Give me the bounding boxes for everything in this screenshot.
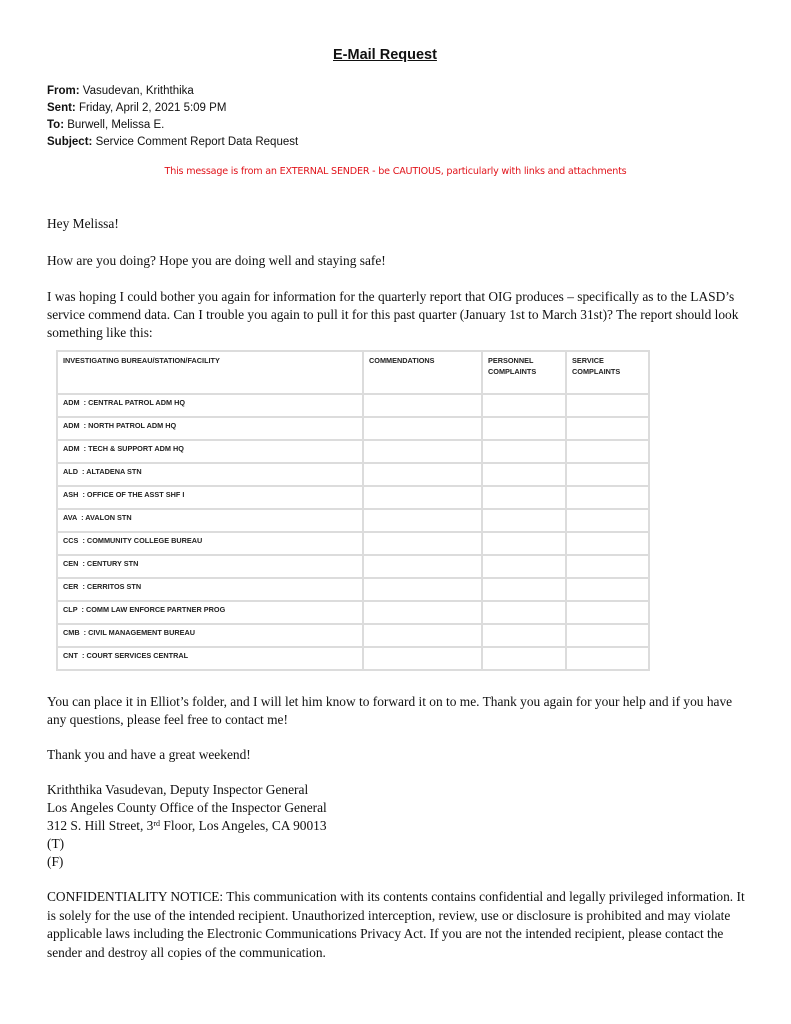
from-line (47, 83, 298, 100)
address-part-1: 312 S. Hill Street, 3 (47, 818, 154, 833)
column-header-personnel-complaints: PERSONNEL COMPLAINTS (482, 351, 566, 394)
signature-name: Kriththika Vasudevan, Deputy Inspector General (47, 782, 309, 797)
cell-commendations (363, 601, 482, 624)
cell-personnel-complaints (482, 624, 566, 647)
table-row (57, 647, 649, 670)
to-value: Burwell, Melissa E. (67, 119, 165, 131)
cell-bureau: CER : CERRITOS STN (57, 578, 363, 601)
cell-commendations (363, 486, 482, 509)
address-part-2: Floor, Los Angeles, CA 90013 (160, 818, 327, 833)
closing: Thank you and have a great weekend! (47, 747, 251, 762)
paragraph-request: I was hoping I could bother you again for information for the quarterly report that OIG produces – specifically as to the LASD’s service commend data. Can I trouble you again to pull it for this past quarter (January 1st to March 31st)? The report should look something like this: (47, 289, 739, 340)
sent-line (47, 100, 298, 117)
cell-service-complaints (566, 440, 649, 463)
column-header-service-complaints: SERVICE COMPLAINTS (566, 351, 649, 394)
cell-bureau: CEN : CENTURY STN (57, 555, 363, 578)
cell-service-complaints (566, 394, 649, 417)
cell-personnel-complaints (482, 463, 566, 486)
cell-bureau: ADM : TECH & SUPPORT ADM HQ (57, 440, 363, 463)
paragraph-folder: You can place it in Elliot’s folder, and I will let him know to forward it on to me. Thank you again for your help and if you have any questions, please feel free to contact me! (47, 694, 733, 727)
cell-personnel-complaints (482, 555, 566, 578)
cell-service-complaints (566, 624, 649, 647)
cell-bureau: CLP : COMM LAW ENFORCE PARTNER PROG (57, 601, 363, 624)
email-header (47, 83, 298, 151)
cell-bureau: ASH : OFFICE OF THE ASST SHF I (57, 486, 363, 509)
subject-line (47, 134, 298, 151)
cell-personnel-complaints (482, 578, 566, 601)
cell-personnel-complaints (482, 647, 566, 670)
cell-commendations (363, 578, 482, 601)
report-template-table (56, 350, 650, 671)
sent-label: Sent: (47, 102, 76, 114)
confidentiality-notice: CONFIDENTIALITY NOTICE: This communication with its contents contains confidential and legally privileged information. It is solely for the use of the intended recipient. Unauthorized interception, review, use or disclosure is prohibited and may violate applicable laws including the Electronic Communications Privacy Act. If you are not the intended recipient, please contact the sender and destroy all copies of the communication. (47, 889, 745, 960)
subject-value: Service Comment Report Data Request (95, 136, 299, 148)
external-sender-warning: This message is from an EXTERNAL SENDER - be CAUTIOUS, particularly with links and attachments (164, 166, 627, 177)
from-value: Vasudevan, Kriththika (82, 85, 194, 97)
cell-commendations (363, 555, 482, 578)
table-row (57, 578, 649, 601)
paragraph-how-are-you: How are you doing? Hope you are doing well and staying safe! (47, 253, 386, 268)
sent-value: Friday, April 2, 2021 5:09 PM (78, 102, 227, 114)
document-title: E-Mail Request (333, 47, 437, 63)
cell-bureau: ADM : NORTH PATROL ADM HQ (57, 417, 363, 440)
table-row (57, 463, 649, 486)
table-row (57, 532, 649, 555)
cell-commendations (363, 463, 482, 486)
cell-bureau: CNT : COURT SERVICES CENTRAL (57, 647, 363, 670)
cell-personnel-complaints (482, 394, 566, 417)
cell-commendations (363, 394, 482, 417)
to-line (47, 117, 298, 134)
address-superscript: rd (153, 819, 161, 828)
cell-personnel-complaints (482, 486, 566, 509)
cell-commendations (363, 509, 482, 532)
cell-service-complaints (566, 578, 649, 601)
cell-service-complaints (566, 463, 649, 486)
cell-bureau: CCS : COMMUNITY COLLEGE BUREAU (57, 532, 363, 555)
signature-fax: (F) (47, 854, 64, 869)
signature-phone: (T) (47, 836, 65, 851)
cell-service-complaints (566, 486, 649, 509)
table-header-row (57, 351, 649, 394)
cell-personnel-complaints (482, 440, 566, 463)
cell-bureau: ADM : CENTRAL PATROL ADM HQ (57, 394, 363, 417)
table-row (57, 486, 649, 509)
cell-service-complaints (566, 532, 649, 555)
table-row (57, 509, 649, 532)
from-label: From: (47, 85, 80, 97)
cell-service-complaints (566, 417, 649, 440)
signature-address (47, 817, 752, 835)
greeting: Hey Melissa! (47, 216, 119, 231)
cell-personnel-complaints (482, 601, 566, 624)
cell-bureau: CMB : CIVIL MANAGEMENT BUREAU (57, 624, 363, 647)
cell-personnel-complaints (482, 417, 566, 440)
signature-block (47, 781, 752, 871)
cell-bureau: ALD : ALTADENA STN (57, 463, 363, 486)
cell-commendations (363, 417, 482, 440)
table-row (57, 440, 649, 463)
table-body (57, 394, 649, 670)
cell-commendations (363, 624, 482, 647)
cell-personnel-complaints (482, 532, 566, 555)
cell-commendations (363, 647, 482, 670)
column-header-commendations: COMMENDATIONS (363, 351, 482, 394)
cell-service-complaints (566, 647, 649, 670)
cell-bureau: AVA : AVALON STN (57, 509, 363, 532)
cell-service-complaints (566, 601, 649, 624)
table-row (57, 624, 649, 647)
table-row (57, 417, 649, 440)
cell-commendations (363, 532, 482, 555)
table-row (57, 394, 649, 417)
table-row (57, 555, 649, 578)
column-header-bureau: INVESTIGATING BUREAU/STATION/FACILITY (57, 351, 363, 394)
cell-personnel-complaints (482, 509, 566, 532)
cell-service-complaints (566, 509, 649, 532)
signature-organization: Los Angeles County Office of the Inspector General (47, 800, 327, 815)
subject-label: Subject: (47, 136, 93, 148)
table-row (57, 601, 649, 624)
cell-service-complaints (566, 555, 649, 578)
to-label: To: (47, 119, 65, 131)
cell-commendations (363, 440, 482, 463)
